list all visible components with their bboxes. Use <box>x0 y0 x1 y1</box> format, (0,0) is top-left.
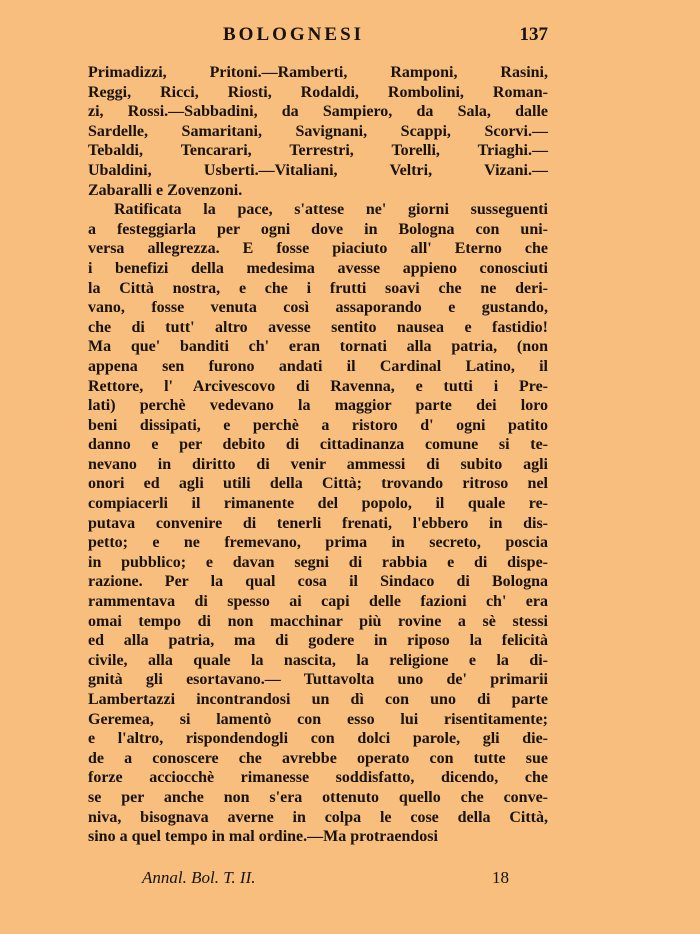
text-line: Reggi, Ricci, Riosti, Rodaldi, Rombolini, Roman- <box>88 83 548 101</box>
text-line: putava convenire di tenerli frenati, l'ebbero in dis- <box>88 514 548 532</box>
text-line: ed alla patria, ma di godere in riposo la felicità <box>88 632 548 650</box>
text-line: Ratificata la pace, s'attese ne' giorni susseguenti <box>114 201 548 219</box>
body-text <box>88 63 548 847</box>
text-line: zi, Rossi.—Sabbadini, da Sampiero, da Sala, dalle <box>88 103 548 121</box>
text-line: petto; e ne fremevano, prima in secreto, poscia <box>88 534 548 552</box>
text-line: forze acciocchè rimanesse soddisfatto, dicendo, che <box>88 769 548 787</box>
text-line: Primadizzi, Pritoni.—Ramberti, Ramponi, Rasini, <box>88 64 548 81</box>
text-line: niva, bisognava averne in colpa le cose della Città, <box>88 808 548 826</box>
text-line: nevano in diritto di venir ammessi di subito agli <box>88 455 548 473</box>
text-line: danno e per debito di cittadinanza comune si te- <box>88 436 548 454</box>
text-line: sino a quel tempo in mal ordine.—Ma protraendosi <box>88 828 438 846</box>
text-line: lati) perchè vedevano la maggior parte dei loro <box>88 397 548 415</box>
signature-number: 18 <box>492 868 509 887</box>
text-line: onori ed agli utili della Città; trovando ritroso nel <box>88 475 548 493</box>
text-line: Geremea, si lamentò con esso lui risentitamente; <box>88 710 548 728</box>
page-header <box>88 24 548 48</box>
text-line: Zabaralli e Zovenzoni. <box>88 181 243 199</box>
text-line: la Città nostra, e che i frutti soavi che ne deri- <box>88 279 548 297</box>
text-line: civile, alla quale la nascita, la religione e la di- <box>88 651 548 669</box>
text-line: in pubblico; e davan segni di rabbia e di dispe- <box>88 553 548 571</box>
text-line: versa allegrezza. E fosse piaciuto all' Eterno che <box>88 240 548 258</box>
text-line: rammentava di spesso ai capi delle fazioni ch' era <box>88 593 548 611</box>
text-line: Tebaldi, Tencarari, Terrestri, Torelli, Triaghi.— <box>88 142 548 160</box>
text-line: gnità gli esortavano.— Tuttavolta uno de' primarii <box>88 671 548 689</box>
text-line: se per anche non s'era ottenuto quello che conve- <box>88 788 548 806</box>
text-line: vano, fosse venuta così assaporando e gustando, <box>88 299 548 317</box>
text-line: i benefizi della medesima avesse appieno conosciuti <box>88 259 548 277</box>
text-line: razione. Per la qual cosa il Sindaco di Bologna <box>88 573 548 591</box>
text-line: appena sen furono andati il Cardinal Latino, il <box>88 357 548 375</box>
text-line: compiacerli il rimanente del popolo, il quale re- <box>88 495 548 513</box>
text-line: omai tempo di non macchinar più rovine a sè stessi <box>88 612 548 630</box>
text-line: Lambertazzi incontrandosi un dì con uno di parte <box>88 691 548 708</box>
printer-signature: Annal. Bol. T. II. <box>142 868 256 887</box>
text-line: Rettore, l' Arcivescovo di Ravenna, e tutti i Pre- <box>88 377 548 395</box>
text-line: de a conoscere che avrebbe operato con tutte sue <box>88 749 548 767</box>
running-title: BOLOGNESI <box>223 24 365 45</box>
text-line: Ubaldini, Usberti.—Vitaliani, Veltri, Vizani.— <box>88 161 548 179</box>
page-number: 137 <box>519 24 548 45</box>
text-line: e l'altro, rispondendogli con dolci parole, gli die- <box>88 730 548 748</box>
text-line: a festeggiarla per ogni dove in Bologna con uni- <box>88 220 548 238</box>
page-footer <box>88 868 548 892</box>
text-line: Ma que' banditi ch' eran tornati alla patria, (non <box>88 338 548 356</box>
text-line: Sardelle, Samaritani, Savignani, Scappi, Scorvi.— <box>88 122 548 140</box>
text-line: beni dissipati, e perchè a ristoro d' ogni patito <box>88 416 548 434</box>
text-line: che di tutt' altro avesse sentito nausea e fastidio! <box>88 318 548 336</box>
